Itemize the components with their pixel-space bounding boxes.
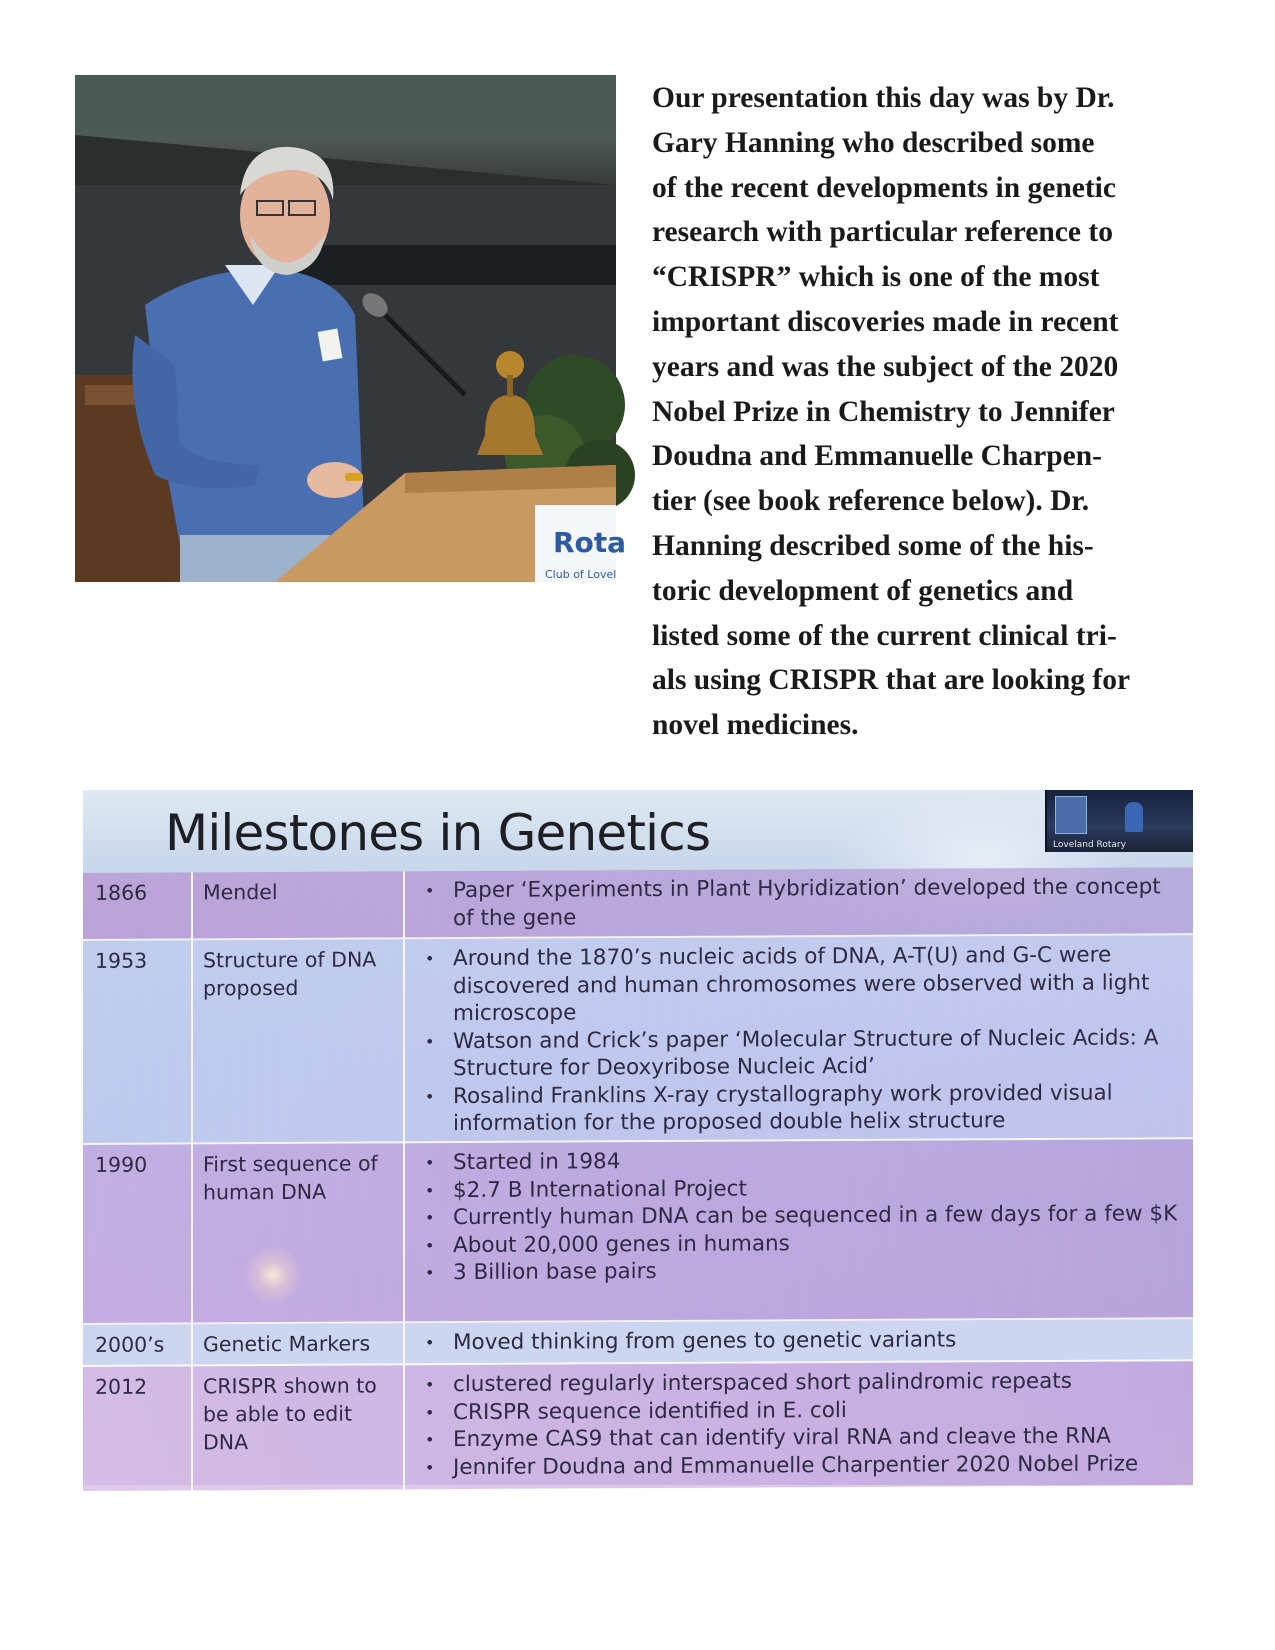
article-paragraph: Our presentation this day was by Dr. Gary Hanning who described some of the recent developments in genetic research with particular reference to “CRISPR” which is one of the most important discoveries made in recent years and was the subject of the 2020 Nobel Prize in Chemistry to Jennifer Doudna and Emmanuelle Charpen- tier (see book reference below). Dr. Hanning described some of the his- toric development of genetics and listed some of the current clinical tri- als using CRISPR that are looking for novel medicines. bbox=[652, 82, 1131, 742]
row-topic: Structure of DNA proposed bbox=[193, 939, 405, 1145]
row-points bbox=[405, 1139, 1193, 1321]
row-year: 1866 bbox=[83, 872, 193, 940]
row-points bbox=[405, 867, 1193, 938]
slide-photo bbox=[83, 790, 1193, 1485]
thumbnail-screen bbox=[1055, 796, 1087, 834]
row-year: 2000’s bbox=[83, 1324, 193, 1365]
list-item: • Started in 1984 bbox=[419, 1145, 1183, 1177]
table-row bbox=[83, 1139, 1193, 1325]
list-item: • Enzyme CAS9 that can identify viral RNA and cleave the RNA bbox=[419, 1422, 1183, 1454]
table-row bbox=[83, 867, 1193, 941]
list-item: • About 20,000 genes in humans bbox=[419, 1228, 1183, 1260]
list-item: • Paper ‘Experiments in Plant Hybridization’ developed the concept of the gene bbox=[419, 873, 1183, 932]
row-topic: Genetic Markers bbox=[193, 1323, 405, 1364]
thumbnail-label: Loveland Rotary bbox=[1053, 840, 1126, 850]
milestones-table bbox=[83, 867, 1193, 1491]
row-topic: Mendel bbox=[193, 871, 405, 939]
list-item: • Watson and Crick’s paper ‘Molecular Structure of Nucleic Acids: A Structure for Deoxyribose Nucleic Acid’ bbox=[419, 1024, 1183, 1083]
list-item: • Jennifer Doudna and Emmanuelle Charpentier 2020 Nobel Prize bbox=[419, 1450, 1183, 1482]
list-item: • Around the 1870’s nucleic acids of DNA, A-T(U) and G-C were discovered and human chromosomes were observed with a light microscope bbox=[419, 941, 1183, 1028]
list-item: • Moved thinking from genes to genetic variants bbox=[419, 1325, 1183, 1357]
row-points bbox=[405, 1361, 1193, 1489]
row-year: 2012 bbox=[83, 1366, 193, 1491]
list-item: • 3 Billion base pairs bbox=[419, 1255, 1183, 1287]
row-topic: First sequence of human DNA bbox=[193, 1143, 405, 1322]
table-row bbox=[83, 1319, 1193, 1367]
list-item: • clustered regularly interspaced short palindromic repeats bbox=[419, 1367, 1183, 1399]
row-year: 1953 bbox=[83, 940, 193, 1145]
row-year: 1990 bbox=[83, 1144, 193, 1323]
thumbnail-person bbox=[1125, 802, 1143, 832]
row-points bbox=[405, 1319, 1193, 1363]
speaker-photo-illustration bbox=[75, 75, 627, 582]
lectern-sign-text: Rota bbox=[553, 526, 627, 559]
table-row bbox=[83, 935, 1193, 1145]
lectern-sign-subtext: Club of Lovel bbox=[545, 568, 617, 581]
row-points bbox=[405, 935, 1193, 1144]
list-item: • $2.7 B International Project bbox=[419, 1173, 1183, 1205]
list-item: • Rosalind Franklins X-ray crystallography work provided visual information for the proposed double helix structure bbox=[419, 1079, 1183, 1138]
slide-title: Milestones in Genetics bbox=[165, 804, 711, 862]
list-item: • CRISPR sequence identified in E. coli bbox=[419, 1395, 1183, 1427]
video-thumbnail bbox=[1045, 790, 1193, 852]
speaker-photo bbox=[75, 75, 627, 582]
table-row bbox=[83, 1361, 1193, 1491]
row-topic: CRISPR shown to be able to edit DNA bbox=[193, 1365, 405, 1490]
list-item: • Currently human DNA can be sequenced in a few days for a few $K bbox=[419, 1200, 1183, 1232]
